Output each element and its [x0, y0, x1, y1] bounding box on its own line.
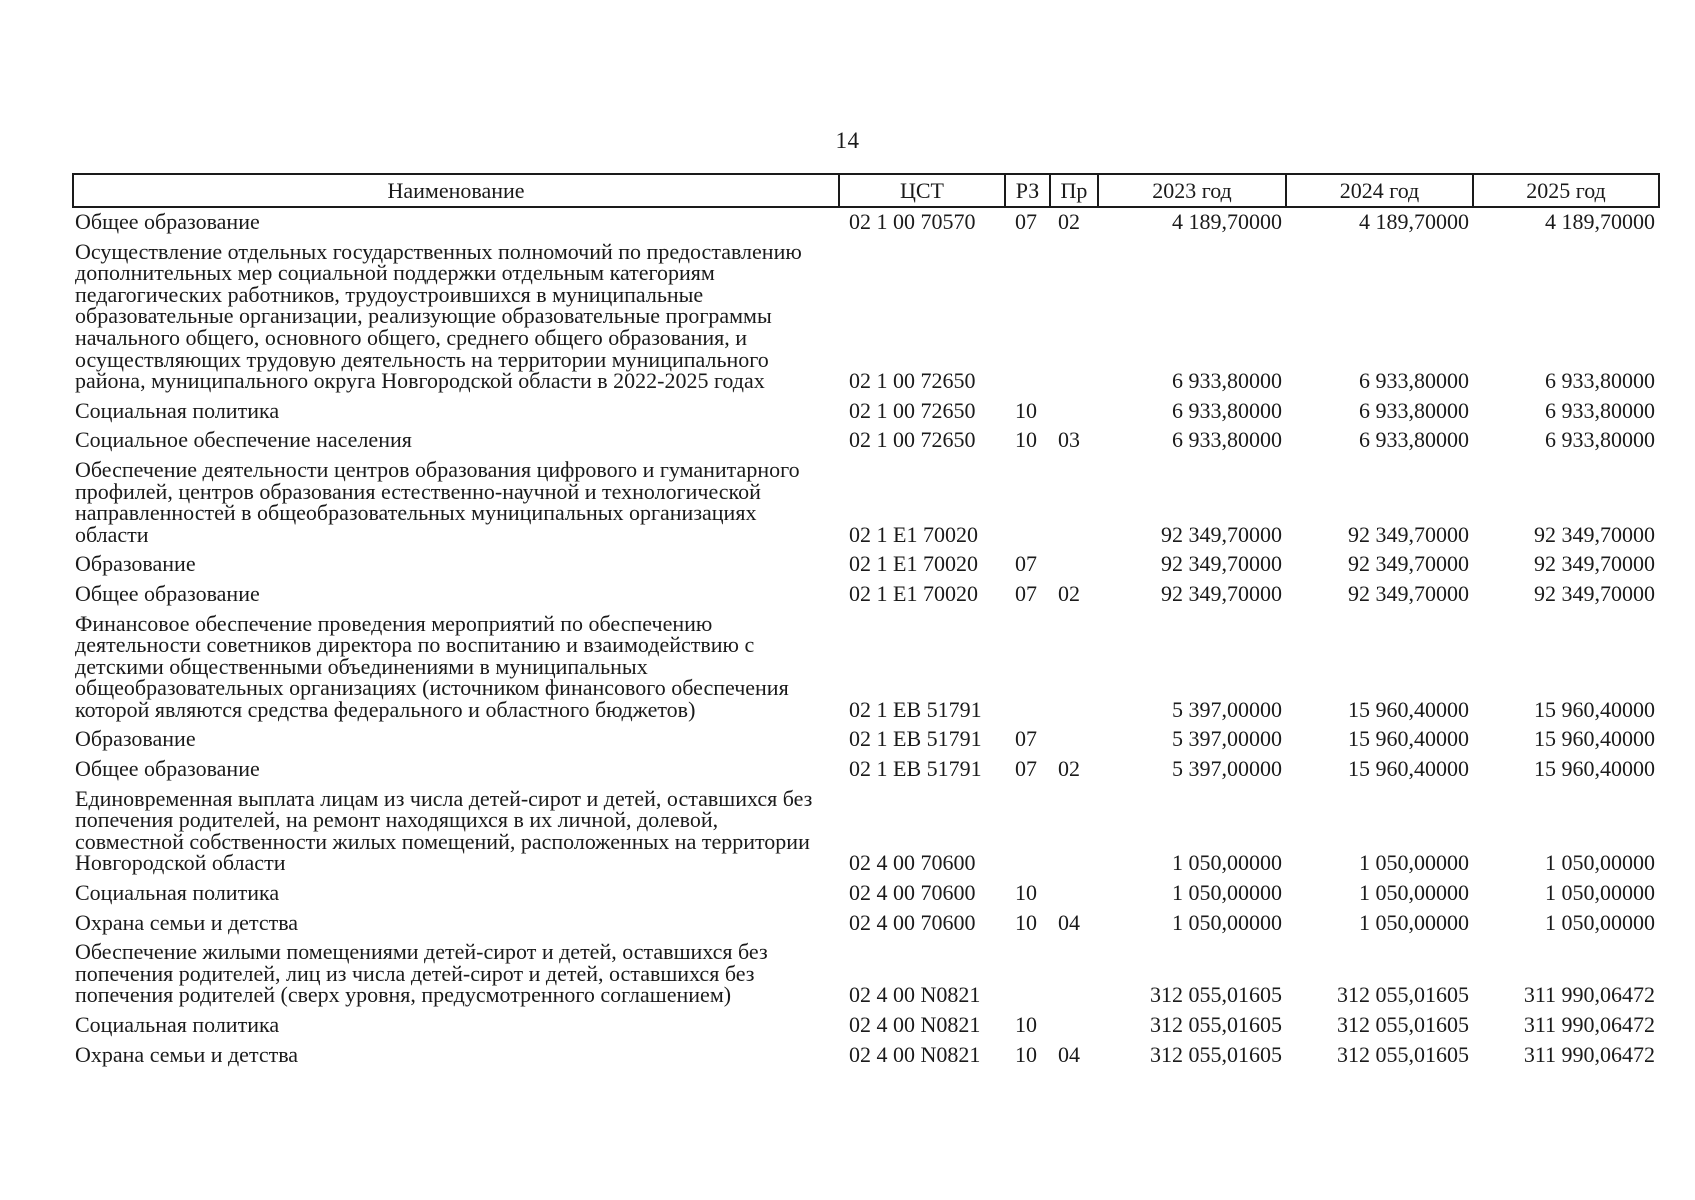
row-name: Единовременная выплата лицам из числа детей-сирот и детей, оставшихся без попечения родителей, на ремонт находящихся в их личной, долевой, совместной собственности жилых помещений, расположенных на территории Новгородской области: [75, 785, 813, 876]
row-pr: [1050, 725, 1098, 755]
table-row: [73, 456, 1659, 550]
row-value-2025: 1 050,00000: [1545, 850, 1655, 876]
row-rz: [1005, 238, 1050, 397]
row-value-2025: 1 050,00000: [1545, 880, 1655, 906]
header-2024: 2024 год: [1286, 174, 1473, 207]
row-name: Обеспечение жилыми помещениями детей-сирот и детей, оставшихся без попечения родителей, лиц из числа детей-сирот и детей, оставшихся без попечения родителей (сверх уровня, предусмотренного соглашением): [75, 939, 768, 1008]
row-cst: 02 4 00 N0821: [849, 982, 981, 1008]
row-value-2024: 92 349,70000: [1348, 580, 1469, 606]
row-cst: 02 1 E1 70020: [849, 551, 978, 577]
row-cst: 02 1 E1 70020: [849, 580, 978, 606]
row-rz: [1005, 785, 1050, 879]
row-cst: 02 1 EB 51791: [849, 726, 982, 752]
row-value-2023: 1 050,00000: [1172, 909, 1282, 935]
row-cst: 02 4 00 70600: [849, 880, 976, 906]
row-name: Образование: [75, 726, 196, 752]
row-rz: 07: [1015, 209, 1037, 234]
row-value-2025: 15 960,40000: [1534, 696, 1655, 722]
row-value-2024: 92 349,70000: [1348, 521, 1469, 547]
row-value-2025: 311 990,06472: [1523, 1012, 1655, 1037]
row-rz: 10: [1015, 880, 1037, 906]
row-value-2025: 92 349,70000: [1534, 521, 1655, 547]
row-rz: 10: [1015, 1012, 1037, 1037]
header-name: Наименование: [73, 174, 839, 207]
row-value-2024: 312 055,01605: [1337, 1012, 1469, 1037]
row-pr: [1050, 550, 1098, 580]
row-rz: 10: [1015, 909, 1037, 935]
row-cst: 02 1 00 72650: [849, 368, 976, 394]
table-row: [73, 909, 1659, 939]
row-name: Общее образование: [75, 209, 260, 234]
row-cst: 02 1 EB 51791: [849, 696, 982, 722]
row-value-2025: 15 960,40000: [1534, 726, 1655, 752]
row-name: Общее образование: [75, 756, 260, 782]
row-pr: 03: [1058, 427, 1080, 453]
page-number: 14: [835, 128, 860, 153]
row-name: Образование: [75, 551, 196, 577]
row-value-2024: 6 933,80000: [1359, 368, 1469, 394]
row-value-2025: 311 990,06472: [1523, 1041, 1655, 1067]
row-rz: 07: [1015, 580, 1037, 606]
row-cst: 02 1 00 72650: [849, 427, 976, 453]
row-pr: 04: [1058, 909, 1080, 935]
row-value-2023: 1 050,00000: [1172, 850, 1282, 876]
row-name: Общее образование: [75, 580, 260, 606]
row-value-2024: 1 050,00000: [1359, 850, 1469, 876]
row-value-2024: 6 933,80000: [1359, 397, 1469, 423]
row-pr: 04: [1058, 1041, 1080, 1067]
row-pr: [1050, 397, 1098, 427]
row-value-2023: 92 349,70000: [1161, 580, 1282, 606]
row-name: Охрана семьи и детства: [75, 909, 299, 935]
row-pr: 02: [1058, 580, 1080, 606]
row-value-2024: 1 050,00000: [1359, 880, 1469, 906]
row-rz: 10: [1015, 427, 1037, 453]
row-value-2023: 312 055,01605: [1150, 982, 1282, 1008]
table-body: [73, 207, 1659, 1070]
row-value-2023: 92 349,70000: [1161, 521, 1282, 547]
table-row: [73, 725, 1659, 755]
row-rz: 07: [1015, 551, 1037, 577]
row-value-2024: 92 349,70000: [1348, 551, 1469, 577]
row-value-2025: 6 933,80000: [1545, 397, 1655, 423]
table-row: [73, 550, 1659, 580]
row-pr: [1050, 456, 1098, 550]
row-value-2025: 6 933,80000: [1545, 368, 1655, 394]
table-row: [73, 397, 1659, 427]
table-row: [73, 580, 1659, 610]
header-pr: Пр: [1050, 174, 1098, 207]
row-rz: 10: [1015, 397, 1037, 423]
row-cst: 02 4 00 N0821: [849, 1041, 981, 1067]
header-rz: РЗ: [1005, 174, 1050, 207]
row-value-2024: 15 960,40000: [1348, 756, 1469, 782]
row-name: Социальная политика: [75, 1012, 280, 1037]
row-value-2023: 1 050,00000: [1172, 880, 1282, 906]
row-value-2023: 6 933,80000: [1172, 368, 1282, 394]
row-value-2024: 15 960,40000: [1348, 726, 1469, 752]
row-value-2023: 4 189,70000: [1172, 209, 1282, 234]
row-value-2023: 6 933,80000: [1172, 397, 1282, 423]
row-rz: [1005, 938, 1050, 1011]
row-value-2025: 92 349,70000: [1534, 580, 1655, 606]
row-value-2025: 311 990,06472: [1523, 982, 1655, 1008]
row-rz: [1005, 456, 1050, 550]
row-value-2023: 92 349,70000: [1161, 551, 1282, 577]
row-rz: 07: [1015, 756, 1037, 782]
row-pr: [1050, 610, 1098, 726]
row-value-2024: 15 960,40000: [1348, 696, 1469, 722]
header-2025: 2025 год: [1473, 174, 1659, 207]
table-row: [73, 938, 1659, 1011]
row-pr: 02: [1058, 209, 1080, 234]
row-value-2024: 1 050,00000: [1359, 909, 1469, 935]
row-cst: 02 1 EB 51791: [849, 756, 982, 782]
row-name: Финансовое обеспечение проведения мероприятий по обеспечению деятельности советников директора по воспитанию и взаимодействию с детскими общественными объединениями в муниципальных общеобразовательных организациях (источником финансового обеспечения которой являются средства федерального и областного бюджетов): [75, 610, 789, 722]
row-value-2023: 6 933,80000: [1172, 427, 1282, 453]
table-row: [73, 785, 1659, 879]
table-row: [73, 879, 1659, 909]
row-value-2023: 5 397,00000: [1172, 726, 1282, 752]
row-value-2023: 5 397,00000: [1172, 696, 1282, 722]
row-name: Социальная политика: [75, 397, 280, 423]
row-pr: [1050, 879, 1098, 909]
row-cst: 02 4 00 70600: [849, 850, 976, 876]
row-name: Обеспечение деятельности центров образования цифрового и гуманитарного профилей, центров образования естественно-научной и технологической направленностей в общеобразовательных муниципальных организациях области: [75, 456, 800, 547]
row-value-2024: 4 189,70000: [1359, 209, 1469, 234]
table-row: [73, 610, 1659, 726]
row-pr: [1050, 238, 1098, 397]
row-value-2024: 6 933,80000: [1359, 427, 1469, 453]
row-value-2023: 312 055,01605: [1150, 1041, 1282, 1067]
row-cst: 02 1 00 70570: [849, 209, 976, 234]
table-header: [73, 174, 1659, 207]
row-name: Осуществление отдельных государственных полномочий по предоставлению дополнительных мер социальной поддержки отдельным категориям педагогических работников, трудоустроившихся в муниципальные образовательные организации, реализующие образовательные программы начального общего, основного общего, среднего общего образования, и осуществляющих трудовую деятельность на территории муниципального района, муниципального округа Новгородской области в 2022-2025 годах: [75, 238, 802, 394]
row-cst: 02 4 00 70600: [849, 909, 976, 935]
row-name: Социальное обеспечение населения: [75, 427, 412, 453]
table-row: [73, 426, 1659, 456]
row-value-2025: 15 960,40000: [1534, 756, 1655, 782]
row-value-2025: 1 050,00000: [1545, 909, 1655, 935]
row-value-2023: 5 397,00000: [1172, 756, 1282, 782]
table-row: [73, 1041, 1659, 1071]
row-value-2025: 6 933,80000: [1545, 427, 1655, 453]
row-rz: [1005, 610, 1050, 726]
table-row: [73, 755, 1659, 785]
row-cst: 02 1 E1 70020: [849, 521, 978, 547]
table-row: [73, 1011, 1659, 1041]
table-row: [73, 207, 1659, 238]
row-rz: 07: [1015, 726, 1037, 752]
row-pr: [1050, 1011, 1098, 1041]
row-value-2023: 312 055,01605: [1150, 1012, 1282, 1037]
row-value-2024: 312 055,01605: [1337, 1041, 1469, 1067]
header-cst: ЦСТ: [839, 174, 1005, 207]
header-2023: 2023 год: [1098, 174, 1286, 207]
row-rz: 10: [1015, 1041, 1037, 1067]
row-pr: [1050, 785, 1098, 879]
row-name: Охрана семьи и детства: [75, 1041, 299, 1067]
row-value-2025: 92 349,70000: [1534, 551, 1655, 577]
row-value-2024: 312 055,01605: [1337, 982, 1469, 1008]
row-value-2025: 4 189,70000: [1545, 209, 1655, 234]
budget-table: [72, 173, 1660, 1070]
row-name: Социальная политика: [75, 880, 280, 906]
row-cst: 02 4 00 N0821: [849, 1012, 981, 1037]
row-pr: [1050, 938, 1098, 1011]
row-cst: 02 1 00 72650: [849, 397, 976, 423]
row-pr: 02: [1058, 756, 1080, 782]
table-row: [73, 238, 1659, 397]
